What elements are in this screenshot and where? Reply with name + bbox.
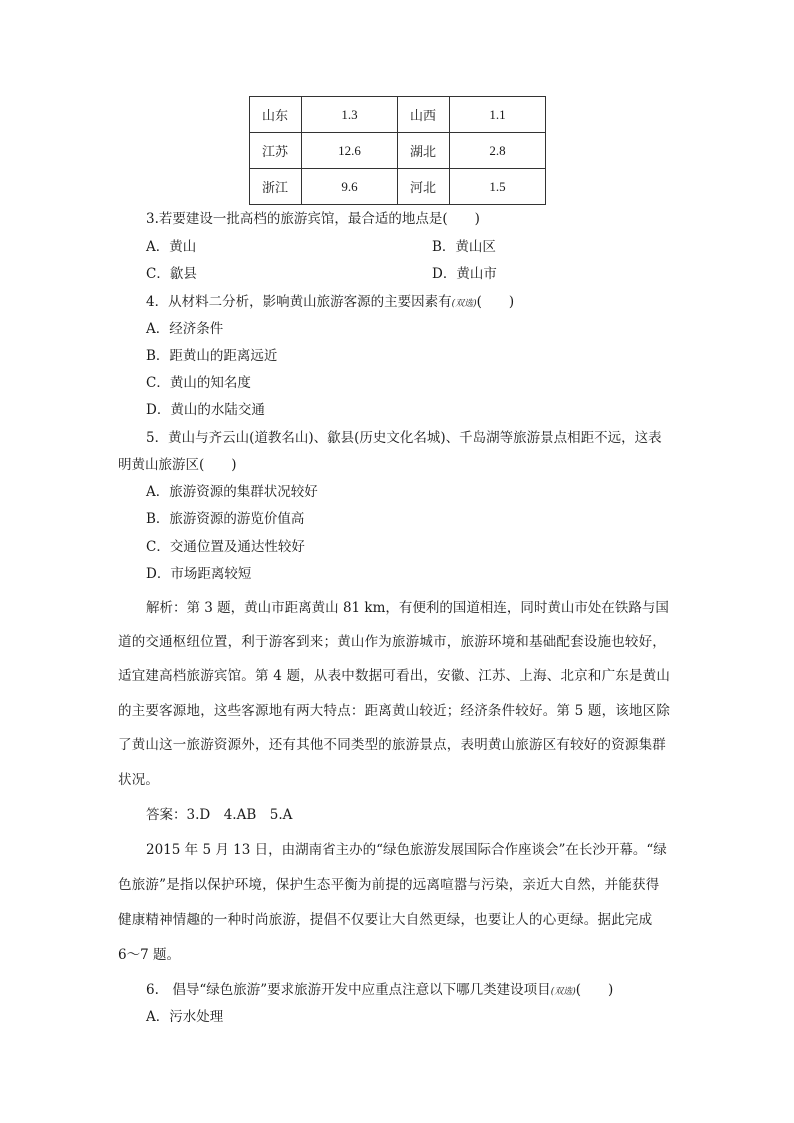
analysis-line: 的主要客源地，这些客源地有两大特点：距离黄山较近；经济条件较好。第 5 题，该地区除 [118,703,671,719]
table-cell-province: 浙江 [250,169,302,205]
analysis-line: 状况。 [118,772,160,788]
question-4-option-a: A．经济条件 [146,321,224,337]
intro-line: 2015 年 5 月 13 日，由湖南省主办的“绿色旅游发展国际合作座谈会”在长沙开幕。“绿 [146,842,667,858]
question-5-option-d: D．市场距离较短 [146,566,252,582]
question-3-stem: 3.若要建设一批高档的旅游宾馆，最合适的地点是( ) [146,211,480,227]
intro-line: 6～7 题。 [118,947,180,963]
question-3-option-a: A．黄山 [146,239,197,255]
double-choice-mark: (双选) [451,299,477,309]
table-cell-value: 12.6 [302,133,398,169]
question-5-option-c: C．交通位置及通达性较好 [146,539,305,555]
analysis-line: 解析：第 3 题，黄山市距离黄山 81 km，有便利的国道相连，同时黄山市处在铁路与国 [146,600,669,616]
question-3-option-d: D．黄山市 [432,266,497,282]
analysis-line: 适宜建高档旅游宾馆。第 4 题，从表中数据可看出，安徽、江苏、上海、北京和广东是黄山 [118,668,671,684]
question-6-stem-text: 6. 倡导“绿色旅游”要求旅游开发中应重点注意以下哪几类建设项目 [146,982,551,998]
answer-line: 答案：3.D 4.AB 5.A [146,807,293,823]
question-5-option-b: B．旅游资源的游览价值高 [146,511,305,527]
question-3-option-c: C．歙县 [146,266,197,282]
table-cell-province: 河北 [398,169,450,205]
double-choice-mark: (双选) [550,987,576,997]
question-5-option-a: A．旅游资源的集群状况较好 [146,484,318,500]
table-cell-value: 1.1 [450,97,546,133]
table-cell-province: 山西 [398,97,450,133]
analysis-line: 道的交通枢纽位置，利于游客到来；黄山作为旅游城市，旅游环境和基础配套设施也较好， [118,634,666,650]
question-6-option-a: A．污水处理 [146,1009,224,1025]
question-6-stem [146,978,613,998]
question-5-stem-line-2: 明黄山旅游区( ) [118,457,237,473]
question-4-stem-text: 4．从材料二分析，影响黄山旅游客源的主要因素有 [146,294,452,310]
intro-line: 健康精神情趣的一种时尚旅游，提倡不仅要让大自然更绿，也要让人的心更绿。据此完成 [118,912,653,928]
question-4-option-c: C．黄山的知名度 [146,375,251,391]
table-row [250,97,546,133]
table-cell-province: 江苏 [250,133,302,169]
table-cell-value: 1.3 [302,97,398,133]
table-cell-province: 山东 [250,97,302,133]
answer-blank: ( ) [575,982,614,998]
question-4-option-d: D．黄山的水陆交通 [146,402,265,418]
table-row [250,133,546,169]
table-cell-value: 9.6 [302,169,398,205]
analysis-line: 了黄山这一旅游资源外，还有其他不同类型的旅游景点，表明黄山旅游区有较好的资源集群 [118,737,666,753]
question-3-option-b: B．黄山区 [432,239,496,255]
table-cell-value: 2.8 [450,133,546,169]
question-4-stem [146,290,514,310]
table-cell-value: 1.5 [450,169,546,205]
table-cell-province: 湖北 [398,133,450,169]
source-data-table [249,96,546,205]
table-row [250,169,546,205]
intro-line: 色旅游”是指以保护环境，保护生态平衡为前提的远离喧嚣与污染，亲近大自然，并能获得 [118,877,660,893]
question-5-stem-line-1: 5．黄山与齐云山(道教名山)、歙县(历史文化名城)、千岛湖等旅游景点相距不远，这表 [146,430,662,446]
answer-blank: ( ) [476,294,515,310]
question-4-option-b: B．距黄山的距离远近 [146,348,278,364]
